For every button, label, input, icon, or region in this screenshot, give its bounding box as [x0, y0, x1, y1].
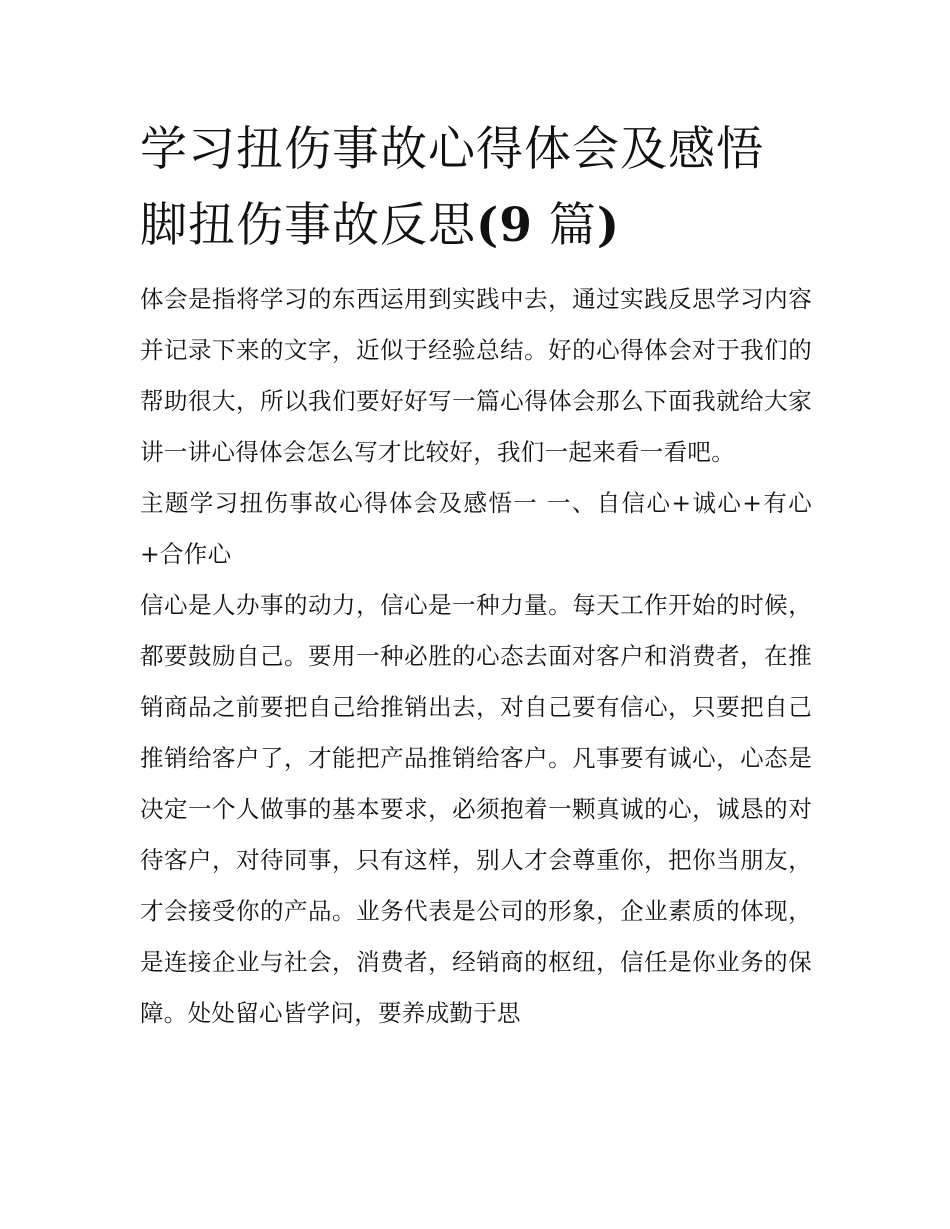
document-title: [140, 112, 812, 264]
title-count-open: (9: [476, 198, 533, 253]
section-heading-paragraph: 主题学习扭伤事故心得体会及感悟一 一、自信心+诚心+有心+合作心: [140, 489, 812, 568]
body-paragraph: 信心是人办事的动力，信心是一种力量。每天工作开始的时候，都要鼓励自己。要用一种必胜的心态去面对客户和消费者，在推销商品之前要把自己给推销出去，对自己要有信心，只要把自己推销给客户了，才能把产品推销给客户。凡事要有诚心，心态是决定一个人做事的基本要求，必须抱着一颗真诚的心，诚恳的对待客户，对待同事，只有这样，别人才会尊重你，把你当朋友，才会接受你的产品。业务代表是公司的形象，企业素质的体现，是连接企业与社会，消费者，经销商的枢纽，信任是你业务的保障。处处留心皆学问，要养成勤于思: [140, 591, 812, 1027]
title-count-word: 篇: [532, 198, 597, 253]
intro-paragraph: 体会是指将学习的东西运用到实践中去，通过实践反思学习内容并记录下来的文字，近似于经验总结。好的心得体会对于我们的帮助很大，所以我们要好好写一篇心得体会那么下面我就给大家讲一讲心得体会怎么写才比较好，我们一起来看一看吧。: [140, 285, 812, 466]
document-page: [140, 112, 812, 1039]
title-count-close: ): [596, 198, 621, 253]
title-line-2: 脚扭伤事故反思: [140, 198, 476, 253]
title-line-1: 学习扭伤事故心得体会及感悟: [140, 122, 764, 177]
